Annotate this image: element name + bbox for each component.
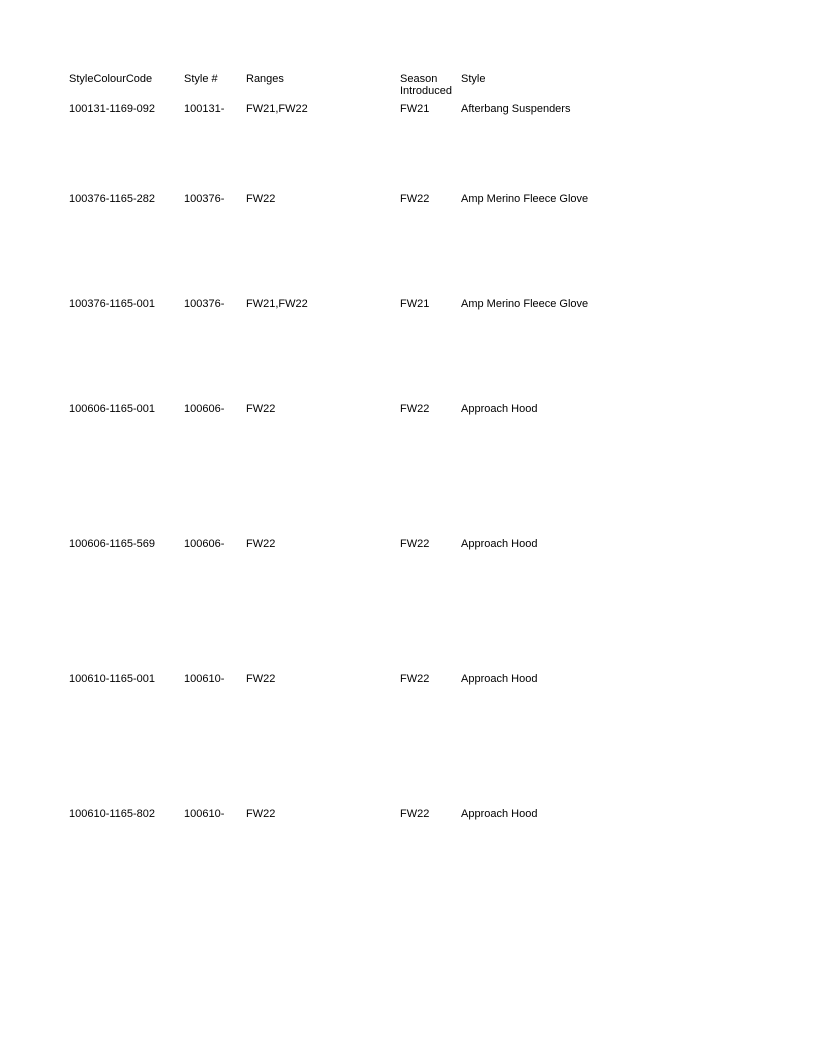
cell-style-colour-code: 100131-1169-092 xyxy=(69,103,156,115)
header-season-introduced xyxy=(400,73,460,97)
cell-ranges: FW22 xyxy=(246,193,276,205)
table-row xyxy=(0,298,817,322)
cell-style-number: 100131- xyxy=(184,103,225,115)
cell-style-colour-code: 100606-1165-001 xyxy=(69,403,156,415)
table-row xyxy=(0,808,817,832)
cell-style: Amp Merino Fleece Glove xyxy=(461,193,589,205)
table-row xyxy=(0,103,817,127)
header-season-line2: Introduced xyxy=(400,85,452,97)
header-style-colour-code: StyleColourCode xyxy=(69,73,153,85)
header-row xyxy=(0,73,817,97)
cell-season: FW21 xyxy=(400,103,430,115)
cell-ranges: FW21,FW22 xyxy=(246,103,308,115)
cell-ranges: FW21,FW22 xyxy=(246,298,308,310)
cell-style-colour-code: 100606-1165-569 xyxy=(69,538,156,550)
cell-style-colour-code: 100610-1165-001 xyxy=(69,673,156,685)
cell-season: FW22 xyxy=(400,193,430,205)
cell-style: Amp Merino Fleece Glove xyxy=(461,298,589,310)
cell-style-colour-code: 100610-1165-802 xyxy=(69,808,156,820)
header-style: Style xyxy=(461,73,486,85)
cell-style: Approach Hood xyxy=(461,673,538,685)
cell-style-number: 100376- xyxy=(184,193,225,205)
cell-style: Approach Hood xyxy=(461,808,538,820)
table-row xyxy=(0,193,817,217)
table-row xyxy=(0,538,817,562)
cell-style-number: 100376- xyxy=(184,298,225,310)
cell-ranges: FW22 xyxy=(246,808,276,820)
cell-style-colour-code: 100376-1165-001 xyxy=(69,298,156,310)
cell-style: Approach Hood xyxy=(461,403,538,415)
cell-style: Afterbang Suspenders xyxy=(461,103,571,115)
cell-season: FW22 xyxy=(400,808,430,820)
table-row xyxy=(0,673,817,697)
cell-style: Approach Hood xyxy=(461,538,538,550)
cell-ranges: FW22 xyxy=(246,403,276,415)
cell-ranges: FW22 xyxy=(246,538,276,550)
cell-style-number: 100606- xyxy=(184,403,225,415)
header-style-number: Style # xyxy=(184,73,218,85)
cell-season: FW22 xyxy=(400,673,430,685)
cell-ranges: FW22 xyxy=(246,673,276,685)
header-season-line1: Season xyxy=(400,73,438,85)
cell-season: FW21 xyxy=(400,298,430,310)
cell-style-number: 100610- xyxy=(184,808,225,820)
cell-season: FW22 xyxy=(400,403,430,415)
cell-season: FW22 xyxy=(400,538,430,550)
header-ranges: Ranges xyxy=(246,73,284,85)
cell-style-number: 100610- xyxy=(184,673,225,685)
table-row xyxy=(0,403,817,427)
cell-style-colour-code: 100376-1165-282 xyxy=(69,193,156,205)
cell-style-number: 100606- xyxy=(184,538,225,550)
